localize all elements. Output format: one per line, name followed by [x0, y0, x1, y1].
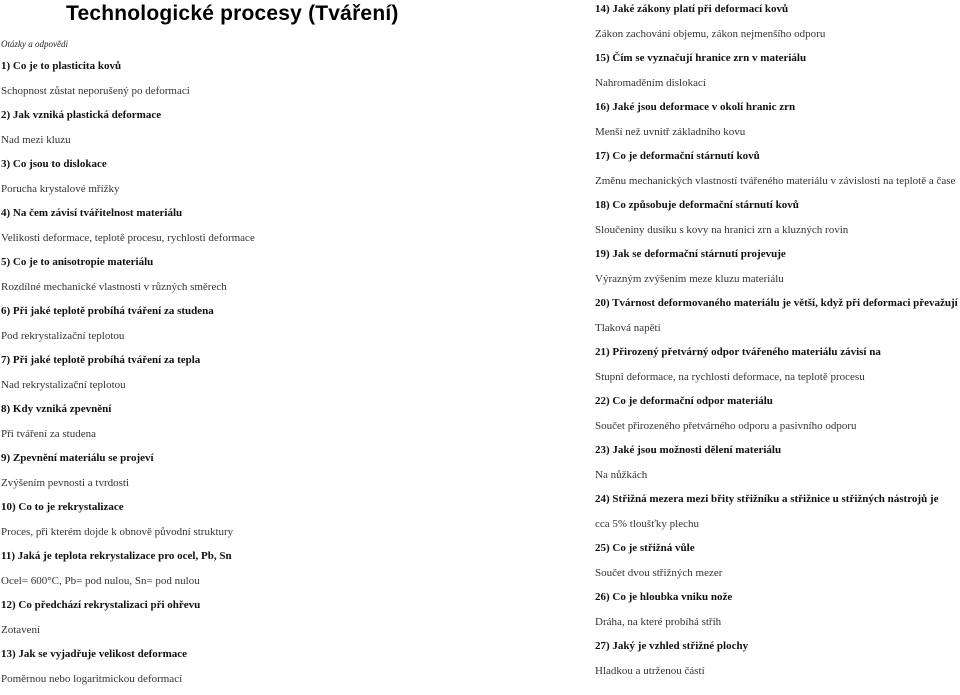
question-15: 15) Čím se vyznačují hranice zrn v materiálu: [595, 50, 960, 75]
left-column: [1, 58, 561, 695]
question-12: 12) Co předchází rekrystalizaci při ohřevu: [1, 597, 561, 622]
answer-4: Velikosti deformace, teplotě procesu, rychlosti deformace: [1, 230, 561, 255]
question-21: 21) Přirozený přetvárný odpor tvářeného materiálu závisí na: [595, 344, 960, 369]
right-column: [595, 1, 960, 687]
question-9: 9) Zpevnění materiálu se projeví: [1, 450, 561, 475]
page-title: Technologické procesy (Tváření): [66, 2, 399, 26]
question-3: 3) Co jsou to dislokace: [1, 156, 561, 181]
answer-6: Pod rekrystalizační teplotou: [1, 328, 561, 353]
question-8: 8) Kdy vzniká zpevnění: [1, 401, 561, 426]
question-14: 14) Jaké zákony platí při deformací kovů: [595, 1, 960, 26]
question-11: 11) Jaká je teplota rekrystalizace pro ocel, Pb, Sn: [1, 548, 561, 573]
answer-17: Změnu mechanických vlastností tvářeného materiálu v závislosti na teplotě a čase: [595, 173, 960, 198]
answer-14: Zákon zachování objemu, zákon nejmenšího odporu: [595, 26, 960, 51]
question-18: 18) Co způsobuje deformační stárnutí kovů: [595, 197, 960, 222]
answer-11: Ocel= 600°C, Pb= pod nulou, Sn= pod nulou: [1, 573, 561, 598]
question-1: 1) Co je to plasticita kovů: [1, 58, 561, 83]
answer-3: Porucha krystalové mřížky: [1, 181, 561, 206]
question-26: 26) Co je hloubka vniku nože: [595, 589, 960, 614]
answer-10: Proces, při kterém dojde k obnově původní struktury: [1, 524, 561, 549]
question-22: 22) Co je deformační odpor materiálu: [595, 393, 960, 418]
answer-7: Nad rekrystalizační teplotou: [1, 377, 561, 402]
answer-9: Zvýšením pevnosti a tvrdosti: [1, 475, 561, 500]
question-24: 24) Střižná mezera mezi břity střižníku a střižnice u střižných nástrojů je: [595, 491, 960, 516]
question-25: 25) Co je střižná vůle: [595, 540, 960, 565]
question-23: 23) Jaké jsou možnosti dělení materiálu: [595, 442, 960, 467]
answer-1: Schopnost zůstat neporušený po deformaci: [1, 83, 561, 108]
answer-19: Výrazným zvýšením meze kluzu materiálu: [595, 271, 960, 296]
question-10: 10) Co to je rekrystalizace: [1, 499, 561, 524]
answer-26: Dráha, na které probíhá střih: [595, 614, 960, 639]
question-13: 13) Jak se vyjadřuje velikost deformace: [1, 646, 561, 671]
answer-21: Stupni deformace, na rychlosti deformace, na teplotě procesu: [595, 369, 960, 394]
answer-18: Sloučeniny dusíku s kovy na hranici zrn a kluzných rovin: [595, 222, 960, 247]
answer-23: Na nůžkách: [595, 467, 960, 492]
question-2: 2) Jak vzniká plastická deformace: [1, 107, 561, 132]
page-subtitle: Otázky a odpovědi: [1, 39, 68, 49]
answer-2: Nad mezi kluzu: [1, 132, 561, 157]
question-7: 7) Při jaké teplotě probíhá tváření za tepla: [1, 352, 561, 377]
question-5: 5) Co je to anisotropie materiálu: [1, 254, 561, 279]
question-19: 19) Jak se deformační stárnutí projevuje: [595, 246, 960, 271]
question-16: 16) Jaké jsou deformace v okolí hranic zrn: [595, 99, 960, 124]
question-6: 6) Při jaké teplotě probíhá tváření za studena: [1, 303, 561, 328]
answer-27: Hladkou a utrženou částí: [595, 663, 960, 688]
answer-12: Zotavení: [1, 622, 561, 647]
answer-8: Při tváření za studena: [1, 426, 561, 451]
answer-22: Součet přirozeného přetvárného odporu a pasivního odporu: [595, 418, 960, 443]
answer-15: Nahromaděním dislokací: [595, 75, 960, 100]
answer-20: Tlaková napětí: [595, 320, 960, 345]
question-27: 27) Jaký je vzhled střižné plochy: [595, 638, 960, 663]
answer-13: Poměrnou nebo logaritmickou deformací: [1, 671, 561, 695]
question-4: 4) Na čem závisí tvářitelnost materiálu: [1, 205, 561, 230]
answer-5: Rozdílné mechanické vlastnosti v různých směrech: [1, 279, 561, 304]
question-17: 17) Co je deformační stárnutí kovů: [595, 148, 960, 173]
answer-24: cca 5% tloušťky plechu: [595, 516, 960, 541]
answer-16: Menší než uvnitř základního kovu: [595, 124, 960, 149]
question-20: 20) Tvárnost deformovaného materiálu je větší, když při deformaci převažují: [595, 295, 960, 320]
answer-25: Součet dvou střižných mezer: [595, 565, 960, 590]
